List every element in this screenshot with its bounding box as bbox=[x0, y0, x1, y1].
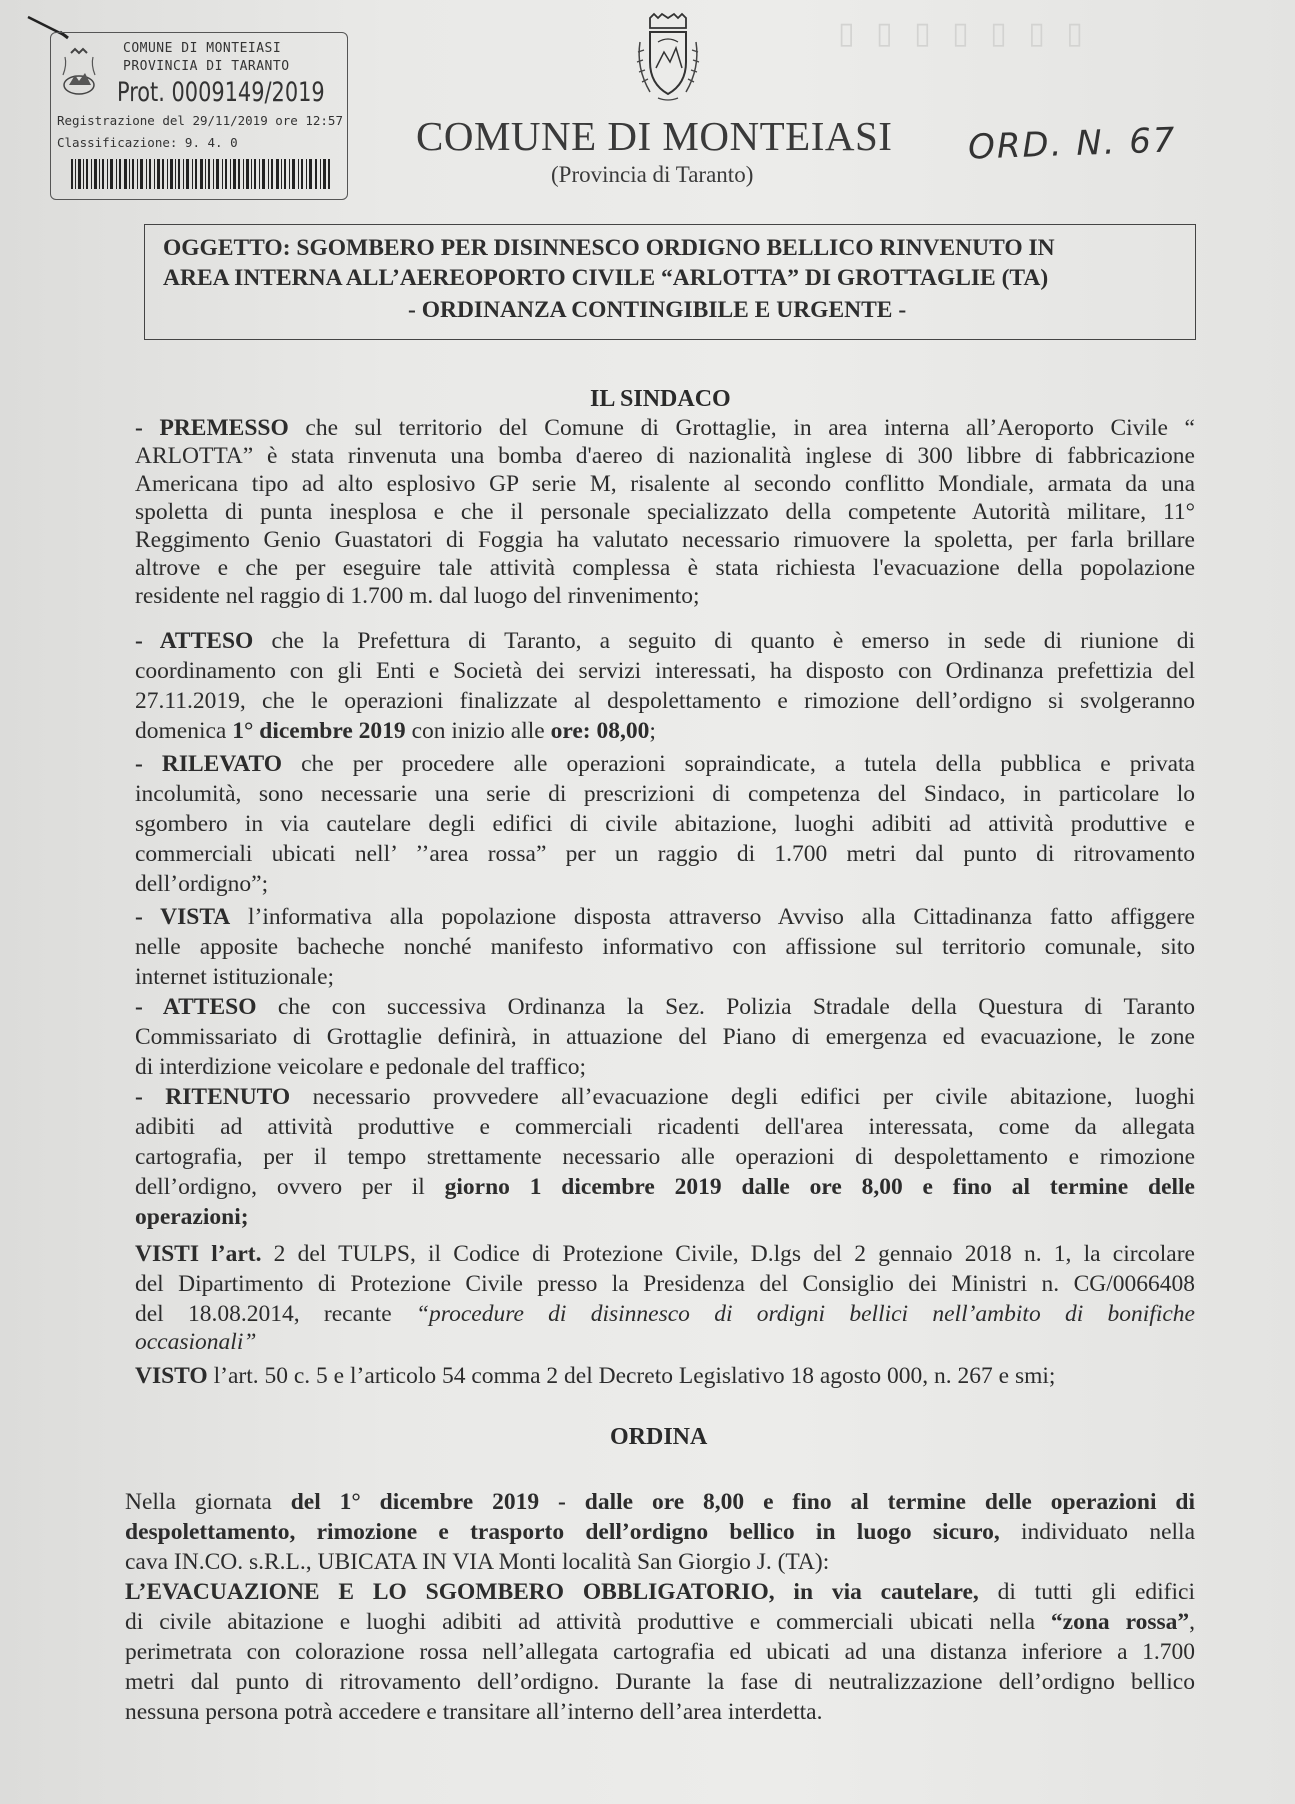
body-line bbox=[125, 1518, 1195, 1546]
italic-span: occasionali” bbox=[135, 1329, 257, 1355]
heading-sindaco: IL SINDACO bbox=[590, 386, 731, 412]
stamp-protocol-number: Prot. 0009149/2019 bbox=[117, 77, 325, 108]
body-line: adibiti ad attività produttive e commerciali ricadenti dell'area interessata, come da allegata bbox=[135, 1114, 1195, 1140]
province-subtitle: (Provincia di Taranto) bbox=[551, 162, 754, 187]
bold-span: “zona rossa” bbox=[1050, 1609, 1190, 1635]
clause-lead: - VISTA bbox=[135, 904, 231, 930]
text-span: che la Prefettura di Taranto, a seguito di quanto è emerso in sede di riunione di bbox=[253, 628, 1195, 654]
clause-lead: - PREMESSO bbox=[135, 415, 289, 441]
body-line: 27.11.2019, che le operazioni finalizzate al despolettamento e rimozione dell’ordigno si svolgeranno bbox=[135, 688, 1195, 714]
handwritten-ordinance-number: ORD. N. 67 bbox=[967, 120, 1178, 168]
text-span: che con successiva Ordinanza la Sez. Polizia Stradale della Questura di Taranto bbox=[256, 994, 1195, 1020]
body-line: internet istituzionale; bbox=[135, 964, 335, 990]
bold-date: 1° dicembre 2019 bbox=[232, 718, 406, 744]
body-line bbox=[135, 717, 1195, 745]
body-line: coordinamento con gli Enti e Società dei servizi interessati, ha disposto con Ordinanza prefettizia del bbox=[135, 658, 1195, 684]
body-line: nelle apposite bacheche nonché manifesto informativo con affissione sul territorio comunale, sito bbox=[135, 934, 1195, 960]
clause-lead: VISTI l’art. bbox=[135, 1241, 262, 1267]
clause-lead: - ATTESO bbox=[135, 628, 254, 654]
subject-box bbox=[144, 224, 1196, 340]
subject-line: AREA INTERNA ALL’AEREOPORTO CIVILE “ARLOTTA” DI GROTTAGLIE (TA) bbox=[163, 265, 1049, 291]
body-line: dell’ordigno”; bbox=[135, 871, 269, 897]
text-span: l’informativa alla popolazione disposta attraverso Avviso alla Cittadinanza fatto affiggere bbox=[230, 904, 1195, 930]
body-line bbox=[135, 903, 1195, 931]
body-line bbox=[135, 627, 1195, 655]
text-span: dell’ordigno, ovvero per il bbox=[135, 1174, 445, 1200]
municipal-emblem-icon bbox=[61, 45, 117, 101]
body-line bbox=[135, 1328, 1195, 1356]
body-line: metri dal punto di ritrovamento dell’ordigno. Durante la fase di neutralizzazione dell’ordigno bellico bbox=[125, 1669, 1195, 1695]
subject-line: - ORDINANZA CONTINGIBILE E URGENTE - bbox=[408, 297, 907, 323]
body-line bbox=[125, 1608, 1195, 1636]
clause-lead: - RILEVATO bbox=[135, 751, 283, 777]
body-line bbox=[135, 1300, 1195, 1328]
body-line bbox=[135, 1083, 1195, 1111]
text-span: Nella giornata bbox=[125, 1489, 291, 1515]
heading-ordina: ORDINA bbox=[610, 1424, 708, 1450]
text-span: , bbox=[1189, 1609, 1196, 1635]
body-line: commerciali ubicati nell’ ’’area rossa” per un raggio di 1.700 metri dal punto di ritrovamento bbox=[135, 841, 1195, 867]
bold-span: operazioni; bbox=[135, 1204, 249, 1230]
body-line: spoletta di punta inesplosa e che il personale specializzato della competente Autorità militare, 11° bbox=[135, 499, 1195, 525]
stamp-municipality: COMUNE DI MONTEIASI bbox=[123, 41, 282, 56]
text-span: che sul territorio del Comune di Grottaglie, in area interna all’Aeroporto Civile “ bbox=[288, 415, 1195, 441]
text-span: l’art. 50 c. 5 e l’articolo 54 comma 2 del Decreto Legislativo 18 agosto 000, n. 267 e smi; bbox=[207, 1363, 1056, 1389]
barcode bbox=[69, 157, 333, 191]
body-line: nessuna persona potrà accedere e transitare all’interno dell’area interdetta. bbox=[125, 1699, 823, 1725]
body-line: cartografia, per il tempo strettamente necessario alle operazioni di despolettamento e rimozione bbox=[135, 1144, 1195, 1170]
bold-span: despolettamento, rimozione e trasporto dell’ordigno bellico in luogo sicuro, bbox=[125, 1519, 1000, 1545]
text-span: con inizio alle bbox=[405, 718, 551, 744]
bold-time: ore: 08,00 bbox=[550, 718, 650, 744]
clause-lead: - RITENUTO bbox=[135, 1084, 291, 1110]
body-line: cava IN.CO. s.R.L., UBICATA IN VIA Monti località San Giorgio J. (TA): bbox=[125, 1549, 830, 1575]
body-line: residente nel raggio di 1.700 m. dal luogo del rinvenimento; bbox=[135, 583, 700, 609]
body-line: di interdizione veicolare e pedonale del traffico; bbox=[135, 1054, 587, 1080]
clause-lead: - ATTESO bbox=[135, 994, 257, 1020]
body-line: ARLOTTA” è stata rinvenuta una bomba d'aereo di nazionalità inglese di 300 libbre di fabbricazione bbox=[135, 443, 1195, 469]
bold-span: del 1° dicembre 2019 - dalle ore 8,00 e fino al termine delle operazioni di bbox=[290, 1489, 1195, 1515]
body-line bbox=[135, 750, 1195, 778]
bold-span: L’EVACUAZIONE E LO SGOMBERO OBBLIGATORIO, in via cautelare, bbox=[125, 1579, 979, 1605]
body-line: perimetrata con colorazione rossa nell’allegata cartografia ed ubicati ad una distanza inferiore a 1.700 bbox=[125, 1639, 1195, 1665]
body-line: altrove e che per eseguire tale attività complessa è stata richiesta l'evacuazione della popolazione bbox=[135, 555, 1195, 581]
body-line bbox=[135, 414, 1195, 442]
text-span: 2 del TULPS, il Codice di Protezione Civile, D.lgs del 2 gennaio 2018 n. 1, la circolare bbox=[261, 1241, 1195, 1267]
text-span: domenica bbox=[135, 718, 233, 744]
body-line bbox=[125, 1578, 1195, 1606]
body-line: incolumità, sono necessarie una serie di prescrizioni di competenza del Sindaco, in particolare lo bbox=[135, 781, 1195, 807]
protocol-stamp bbox=[50, 32, 348, 200]
clause-lead: VISTO bbox=[135, 1363, 208, 1389]
body-line: del Dipartimento di Protezione Civile presso la Presidenza del Consiglio dei Ministri n. CG/0066408 bbox=[135, 1271, 1195, 1297]
body-line: sgombero in via cautelare degli edifici di civile abitazione, luoghi adibiti ad attività produttive e bbox=[135, 811, 1195, 837]
body-line bbox=[135, 1173, 1195, 1201]
text-span: necessario provvedere all’evacuazione degli edifici per civile abitazione, luoghi bbox=[290, 1084, 1195, 1110]
text-span: di tutti gli edifici bbox=[978, 1579, 1195, 1605]
faint-show-through-text: ▯ ▯ ▯ ▯ ▯ ▯ ▯ bbox=[838, 16, 1089, 51]
body-line bbox=[135, 1203, 1195, 1231]
stamp-classification: Classificazione: 9. 4. 0 bbox=[57, 135, 238, 150]
body-line bbox=[135, 1362, 1195, 1390]
subject-line: OGGETTO: SGOMBERO PER DISINNESCO ORDIGNO BELLICO RINVENUTO IN bbox=[163, 235, 1055, 261]
text-span: che per procedere alle operazioni sopraindicate, a tutela della pubblica e privata bbox=[282, 751, 1195, 777]
municipality-title: COMUNE DI MONTEIASI bbox=[416, 113, 893, 159]
text-span: individuato nella bbox=[999, 1519, 1196, 1545]
italic-span: “procedure di disinnesco di ordigni bellici nell’ambito di bonifiche bbox=[415, 1301, 1195, 1327]
body-line: Reggimento Genio Guastatori di Foggia ha valutato necessario rimuovere la spoletta, per farla brillare bbox=[135, 527, 1195, 553]
bold-span: giorno 1 dicembre 2019 dalle ore 8,00 e fino al termine delle bbox=[444, 1174, 1195, 1200]
text-span: ; bbox=[649, 718, 656, 744]
stamp-province: PROVINCIA DI TARANTO bbox=[123, 59, 290, 74]
body-line bbox=[135, 993, 1195, 1021]
coat-of-arms-icon bbox=[628, 12, 708, 104]
body-line: Americana tipo ad alto esplosivo GP serie M, risalente al secondo conflitto Mondiale, armata da una bbox=[135, 471, 1195, 497]
text-span: di civile abitazione e luoghi adibiti ad attività produttive e commerciali ubicati nella bbox=[125, 1609, 1051, 1635]
body-line bbox=[135, 1240, 1195, 1268]
body-line: Commissariato di Grottaglie definirà, in attuazione del Piano di emergenza ed evacuazione, le zone bbox=[135, 1024, 1195, 1050]
stamp-registration: Registrazione del 29/11/2019 ore 12:57 bbox=[57, 113, 343, 128]
body-line bbox=[125, 1488, 1195, 1516]
text-span: del 18.08.2014, recante bbox=[135, 1301, 416, 1327]
